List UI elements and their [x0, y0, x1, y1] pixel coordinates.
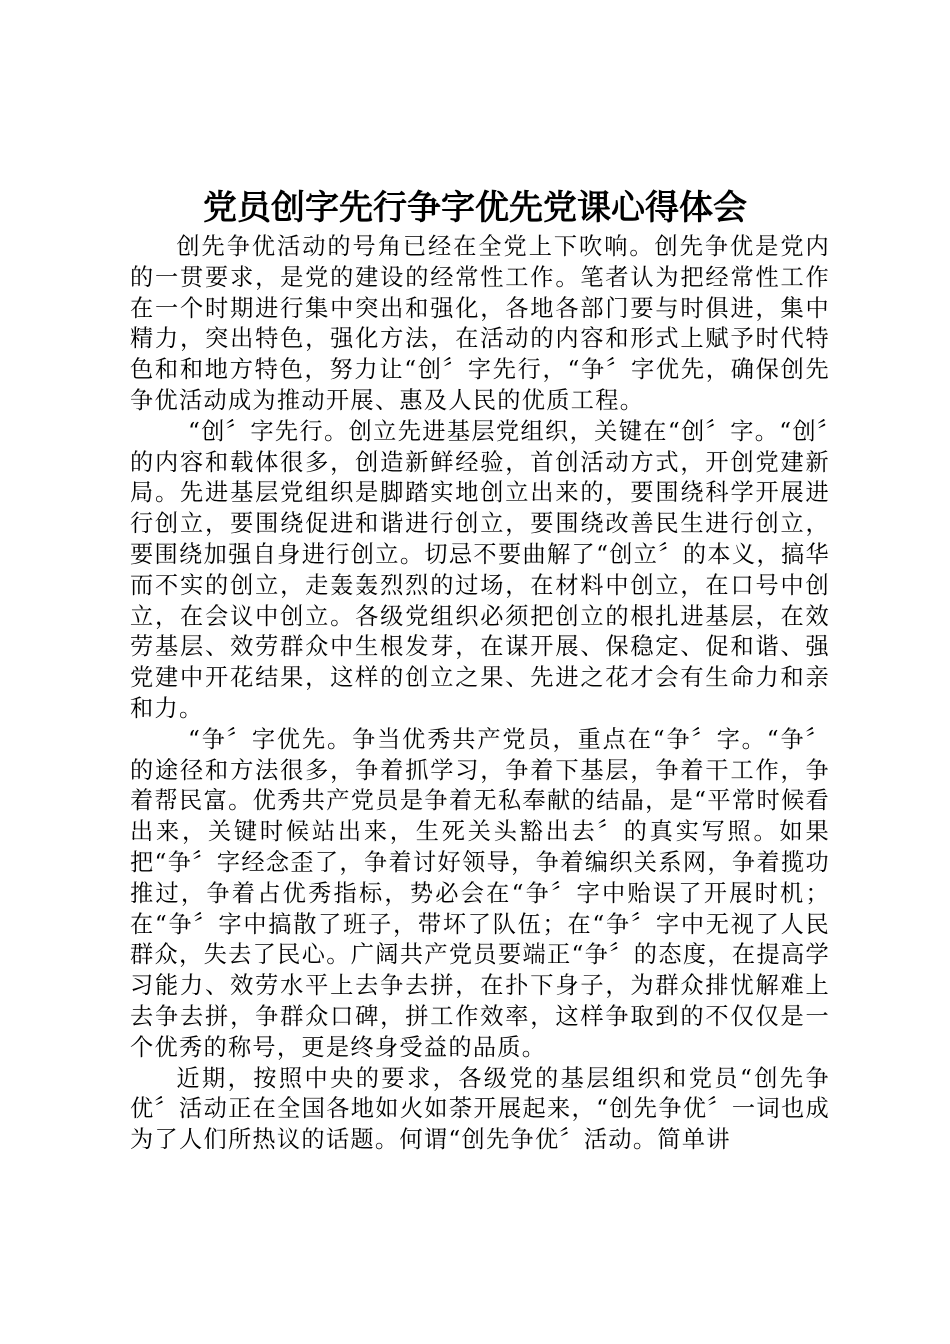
- document-title: 党员创字先行争字优先党课心得体会: [203, 188, 747, 228]
- document-body: [130, 232, 830, 1156]
- paragraph-recent: 近期，按照中央的要求，各级党的基层组织和党员“创先争优〞活动正在全国各地如火如荼开展起来，“创先争优〞一词也成为了人们所热议的话题。何谓“创先争优〞活动。简单讲: [130, 1064, 830, 1154]
- paragraph-zheng-zi-you-xian: “争〞字优先。争当优秀共产党员，重点在“争〞字。“争〞的途径和方法很多，争着抓学习，争着下基层，争着干工作，争着帮民富。优秀共产党员是争着无私奉献的结晶，是“平常时候看出来，关键时候站出来，生死关头豁出去〞的真实写照。如果把“争〞字经念歪了，争着讨好领导，争着编织关系网，争着揽功推过，争着占优秀指标，势必会在“争〞字中贻误了开展时机；在“争〞字中搞散了班子，带坏了队伍；在“争〞字中无视了人民群众，失去了民心。广阔共产党员要端正“争〞的态度，在提高学习能力、效劳水平上去争去拼，在扑下身子，为群众排忧解难上去争去拼，争群众口碑，拼工作效率，这样争取到的不仅仅是一个优秀的称号，更是终身受益的品质。: [130, 725, 830, 1061]
- paragraph-intro: 创先争优活动的号角已经在全党上下吹响。创先争优是党内的一贯要求，是党的建设的经常性工作。笔者认为把经常性工作在一个时期进行集中突出和强化，各地各部门要与时俱进，集中精力，突出特色，强化方法，在活动的内容和形式上赋予时代特色和和地方特色，努力让“创〞字先行，“争〞字优先，确保创先争优活动成为推动开展、惠及人民的优质工程。: [130, 233, 830, 414]
- paragraph-chuang-zi-xian-xing: “创〞字先行。创立先进基层党组织，关键在“创〞字。“创〞的内容和载体很多，创造新鲜经验，首创活动方式，开创党建新局。先进基层党组织是脚踏实地创立出来的，要围绕科学开展进行创立，要围绕促进和谐进行创立，要围绕改善民生进行创立，要围绕加强自身进行创立。切忌不要曲解了“创立〞的本义，搞华而不实的创立，走轰轰烈烈的过场，在材料中创立，在口号中创立，在会议中创立。各级党组织必须把创立的根扎进基层，在效劳基层、效劳群众中生根发芽，在谋开展、保稳定、促和谐、强党建中开花结果，这样的创立之果、先进之花才会有生命力和亲和力。: [130, 417, 830, 722]
